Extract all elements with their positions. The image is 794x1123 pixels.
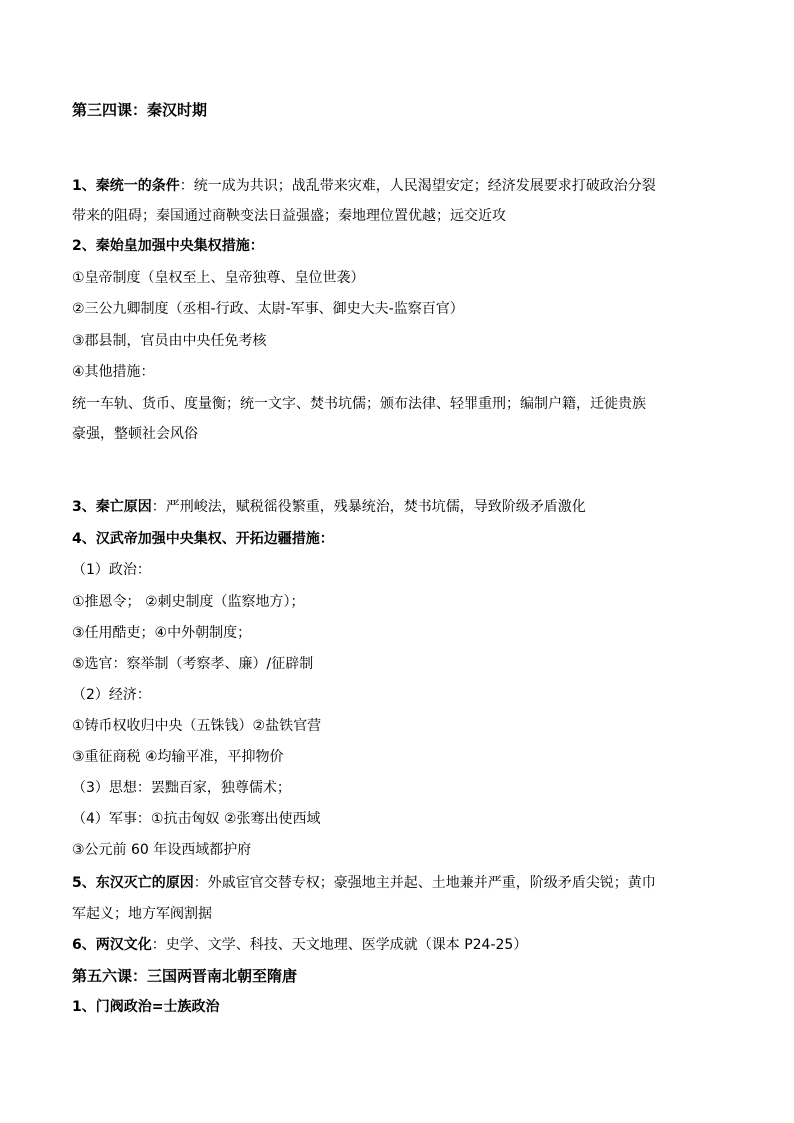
item-6-text: ：史学、文学、科技、天文地理、医学成就（课本 P24-25） <box>151 937 528 953</box>
item-5-continuation: 军起义；地方军阀割据 <box>72 906 212 922</box>
item-2-point-2: ②三公九卿制度（丞相-行政、太尉-军事、御史大夫-监察百官） <box>72 301 464 317</box>
item-1-heading: 秦统一的条件 <box>95 178 180 194</box>
item-5-line <box>72 873 656 893</box>
item-4-point-8: （3）思想：罢黜百家，独尊儒术； <box>72 780 291 796</box>
item-5-heading: 东汉灭亡的原因 <box>95 875 194 891</box>
lesson-56-title: 第五六课：三国两晋南北朝至隋唐 <box>72 967 298 985</box>
item-4-heading: 汉武帝加强中央集权、开拓边疆措施： <box>95 531 334 547</box>
item-2-line <box>72 236 264 256</box>
item-2-point-6: 豪强，整顿社会风俗 <box>72 426 198 442</box>
item-2-point-5: 统一车轨、货币、度量衡；统一文字、焚书坑儒；颁布法律、轻罪重刑；编制户籍，迁徙贵族 <box>72 396 646 412</box>
item-6-number: 6、 <box>72 937 96 953</box>
item-1-number: 1、 <box>72 178 96 194</box>
item-4-point-10: ③公元前 60 年设西域都护府 <box>72 842 252 858</box>
item-4-point-1: （1）政治： <box>72 562 151 578</box>
item-2-point-1: ①皇帝制度（皇权至上、皇帝独尊、皇位世袭） <box>72 270 365 286</box>
item-2-number: 2、 <box>72 238 96 254</box>
item-6-heading: 两汉文化 <box>95 937 152 953</box>
item-4-point-3: ③任用酷吏；④中外朝制度； <box>72 625 252 641</box>
item-1-text: ：统一成为共识；战乱带来灾难，人民渴望安定；经济发展要求打破政治分裂 <box>179 178 656 194</box>
item-3-line <box>72 497 586 517</box>
item-5-number: 5、 <box>72 875 96 891</box>
lesson-34-title: 第三四课：秦汉时期 <box>72 101 208 119</box>
item-4-point-5: （2）经济： <box>72 687 151 703</box>
item-6-line <box>72 935 527 955</box>
item-1-line <box>72 176 656 196</box>
item-3-heading: 秦亡原因 <box>95 499 152 515</box>
item-4-point-7: ③重征商税 ④均输平准，平抑物价 <box>72 749 284 765</box>
item-4-point-2: ①推恩令； ②刺史制度（监察地方）； <box>72 594 305 610</box>
item-5-text: ：外戚宦官交替专权；豪强地主并起、土地兼并严重，阶级矛盾尖锐；黄巾 <box>193 875 656 891</box>
item-2-point-4: ④其他措施： <box>72 364 155 380</box>
item-4-point-9: （4）军事：①抗击匈奴 ②张骞出使西域 <box>72 811 321 827</box>
item-2-heading: 秦始皇加强中央集权措施： <box>95 238 264 254</box>
item-4-number: 4、 <box>72 531 96 547</box>
item-3-number: 3、 <box>72 499 96 515</box>
item-1-continuation: 带来的阻碍；秦国通过商鞅变法日益强盛；秦地理位置优越；远交近攻 <box>72 208 506 224</box>
item-2-point-3: ③郡县制，官员由中央任免考核 <box>72 333 267 349</box>
item-4-point-4: ⑤选官：察举制（考察孝、廉）/征辟制 <box>72 656 314 672</box>
item-4-line <box>72 529 334 549</box>
lesson-56-item-1: 1、门阀政治=士族政治 <box>72 999 220 1015</box>
item-3-text: ：严刑峻法，赋税徭役繁重，残暴统治，焚书坑儒，导致阶级矛盾激化 <box>151 499 586 515</box>
item-4-point-6: ①铸币权收归中央（五铢钱）②盐铁官营 <box>72 718 322 734</box>
